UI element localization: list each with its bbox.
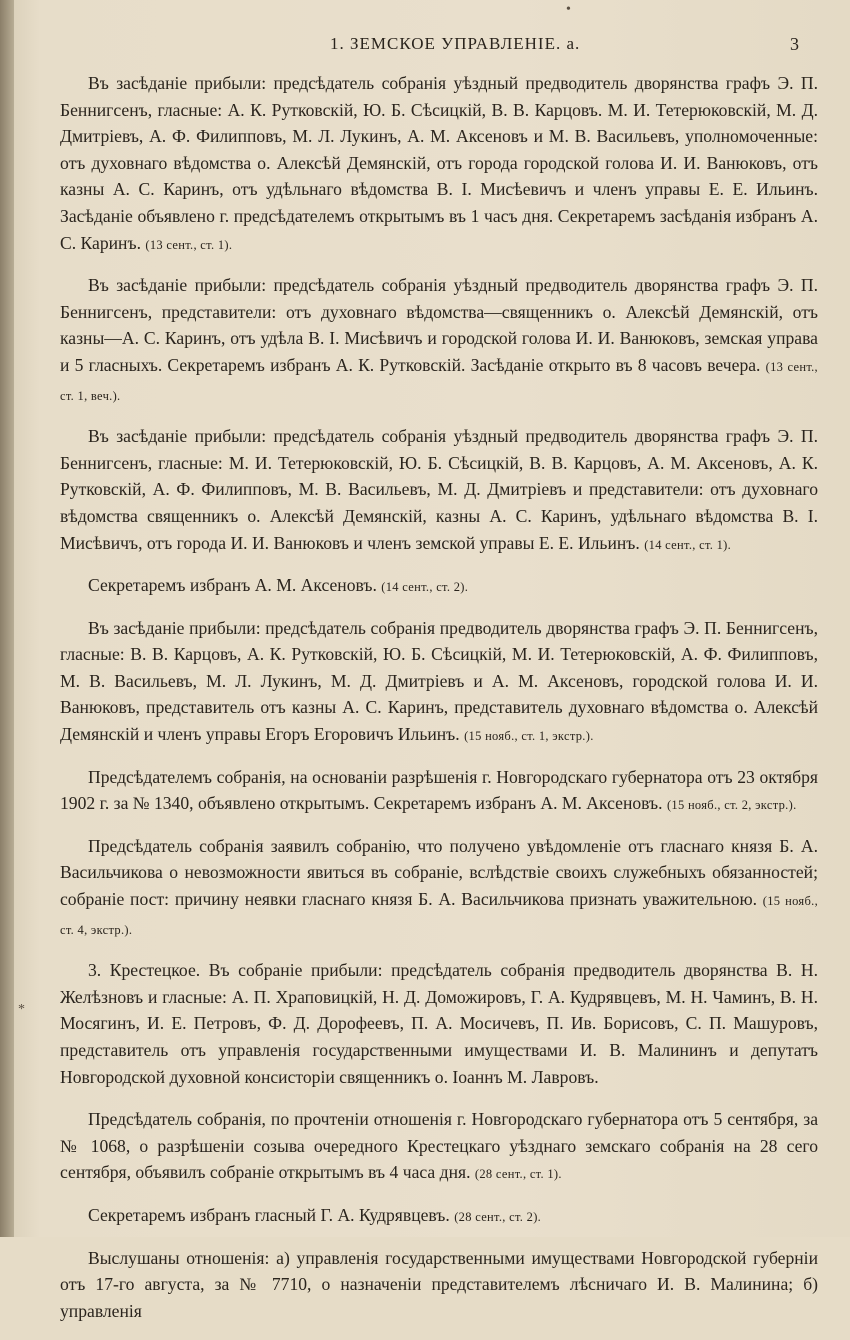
paragraph: Секретаремъ избранъ гласный Г. А. Кудрявцевъ. (28 сент., ст. 2). (88, 1204, 542, 1225)
paragraph: Въ засѣданіе прибыли: предсѣдатель собранія уѣздный предводитель дворянства графъ Э. П. Беннигсенъ, гласные: А. К. Рутковскій, Ю. Б. Сѣсицкій, В. В. Карцовъ. М. И. Тетерюковскій, М. Д. Дмитріевъ, А. Ф. Филипповъ, М. Л. Лукинъ, А. М. Аксеновъ и М. В. Васильевъ, уполномоченные: отъ духовнаго вѣдомства о. Алексѣй Демянскій, отъ города городской голова И. И. Ванюковъ, отъ казны А. С. Каринъ, отъ удѣльнаго вѣдомства В. І. Мисѣевичъ и членъ управы Е. Е. Ильинъ. Засѣданіе объявлено г. предсѣдателемъ открытымъ въ 1 часъ дня. Секретаремъ засѣданія избранъ А. С. Каринъ. (13 сент., ст. 1). (60, 73, 818, 253)
citation: (15 нояб., ст. 1, экстр.). (464, 729, 594, 744)
paragraph: Въ засѣданіе прибыли: предсѣдатель собранія уѣздный предводитель дворянства графъ Э. П. Беннигсенъ, гласные: М. И. Тетерюковскій, Ю. Б. Сѣсицкій, В. В. Карцовъ, А. М. Аксеновъ, А. К. Рутковскій, А. Ф. Филипповъ, М. В. Васильевъ, М. Д. Дмитріевъ и представители: отъ духовнаго вѣдомства священникъ о. Алексѣй Демянскій, казны А. С. Каринъ, удѣльнаго вѣдомства В. І. Мисѣвичъ, отъ города И. И. Ванюковъ и членъ земской управы Е. Е. Ильинъ. (14 сент., ст. 1). (60, 426, 818, 553)
citation: (13 сент., ст. 1, веч.). (60, 359, 818, 403)
margin-mark-top: • (566, 2, 571, 17)
section-title: 1. ЗЕМСКОЕ УПРАВЛЕНІЕ. а. (330, 34, 581, 53)
citation: (13 сент., ст. 1). (145, 237, 233, 252)
citation: (15 нояб., ст. 2, экстр.). (666, 798, 797, 813)
citation: (28 сент., ст. 1). (474, 1167, 562, 1182)
citation: (28 сент., ст. 2). (454, 1209, 542, 1224)
paragraph: Выслушаны отношенія: а) управленія государственными имуществами Новгородской губерніи отъ 17-го августа, за № 7710, о назначеніи представителемъ лѣсничаго И. В. Малинина; б) управленія (60, 1247, 818, 1321)
paragraph: Предсѣдатель собранія, по прочтеніи отношенія г. Новгородскаго губернатора отъ 5 сентября, за № 1068, о разрѣшеніи созыва очередного Крестецкаго уѣзднаго земскаго собранія на 28 сего сентября, объявилъ собраніе открытымъ въ 4 часа дня. (28 сент., ст. 1). (60, 1109, 818, 1183)
citation: (14 сент., ст. 1). (644, 537, 732, 552)
paragraph: Секретаремъ избранъ А. М. Аксеновъ. (14 сент., ст. 2). (88, 575, 469, 596)
paragraph: Предсѣдателемъ собранія, на основаніи разрѣшенія г. Новгородскаго губернатора отъ 23 октября 1902 г. за № 1340, объявлено открытымъ. Секретаремъ избранъ А. М. Аксеновъ. (15 нояб., ст. 2, экстр.). (60, 766, 818, 814)
paragraph: Въ засѣданіе прибыли: предсѣдатель собранія уѣздный предводитель дворянства графъ Э. П. Беннигсенъ, представители: отъ духовнаго вѣдомства—священникъ о. Алексѣй Демянскій, отъ казны—А. С. Каринъ, отъ удѣла В. І. Мисѣвичъ и городской голова И. И. Ванюковъ, земская управа и 5 гласныхъ. Секретаремъ избранъ А. К. Рутковскій. Засѣданіе открыто въ 8 часовъ вечера. (13 сент., ст. 1, веч.). (60, 275, 818, 403)
document-body (60, 70, 818, 1340)
paragraph: Въ засѣданіе прибыли: предсѣдатель собранія предводитель дворянства графъ Э. П. Беннигсенъ, гласные: В. В. Карцовъ, А. К. Рутковскій, Ю. Б. Сѣсицкій, М. И. Тетерюковскій, А. Ф. Филипповъ, М. В. Васильевъ, М. Л. Лукинъ, М. Д. Дмитріевъ и А. М. Аксеновъ, городской голова И. И. Ванюковъ, представитель отъ казны А. С. Каринъ, представитель духовнаго вѣдомства о. Алексѣй Демянскій и членъ управы Егоръ Егоровичъ Ильинъ. (15 нояб., ст. 1, экстр.). (60, 617, 818, 745)
margin-mark-left: * (18, 1002, 25, 1017)
paragraph: 3. Крестецкое. Въ собраніе прибыли: предсѣдатель собранія предводитель дворянства В. Н. Желѣзновъ и гласные: А. П. Храповицкій, Н. Д. Доможировъ, Г. А. Кудрявцевъ, М. Н. Чаминъ, В. Н. Мосягинъ, И. Е. Петровъ, Ф. Д. Дорофеевъ, П. А. Мосичевъ, П. Ив. Борисовъ, С. П. Машуровъ, представитель отъ управленія государственными имуществами И. В. Малининъ и депутатъ Новгородской духовной консисторіи священникъ о. Іоаннъ М. Лавровъ. (60, 960, 818, 1087)
paragraph: Предсѣдатель собранія заявилъ собранію, что получено увѣдомленіе отъ гласнаго князя Б. А. Васильчикова о невозможности явиться въ собраніе, вслѣдствіе своихъ служебныхъ обязанностей; собраніе пост: причину неявки гласнаго князя Б. А. Васильчикова признать уважительною. (15 нояб., ст. 4, экстр.). (60, 835, 818, 937)
book-spine-shadow (0, 0, 14, 1237)
running-header (60, 34, 800, 58)
page-number: 3 (790, 34, 800, 54)
citation: (15 нояб., ст. 4, экстр.). (60, 894, 818, 937)
citation: (14 сент., ст. 2). (381, 580, 469, 595)
